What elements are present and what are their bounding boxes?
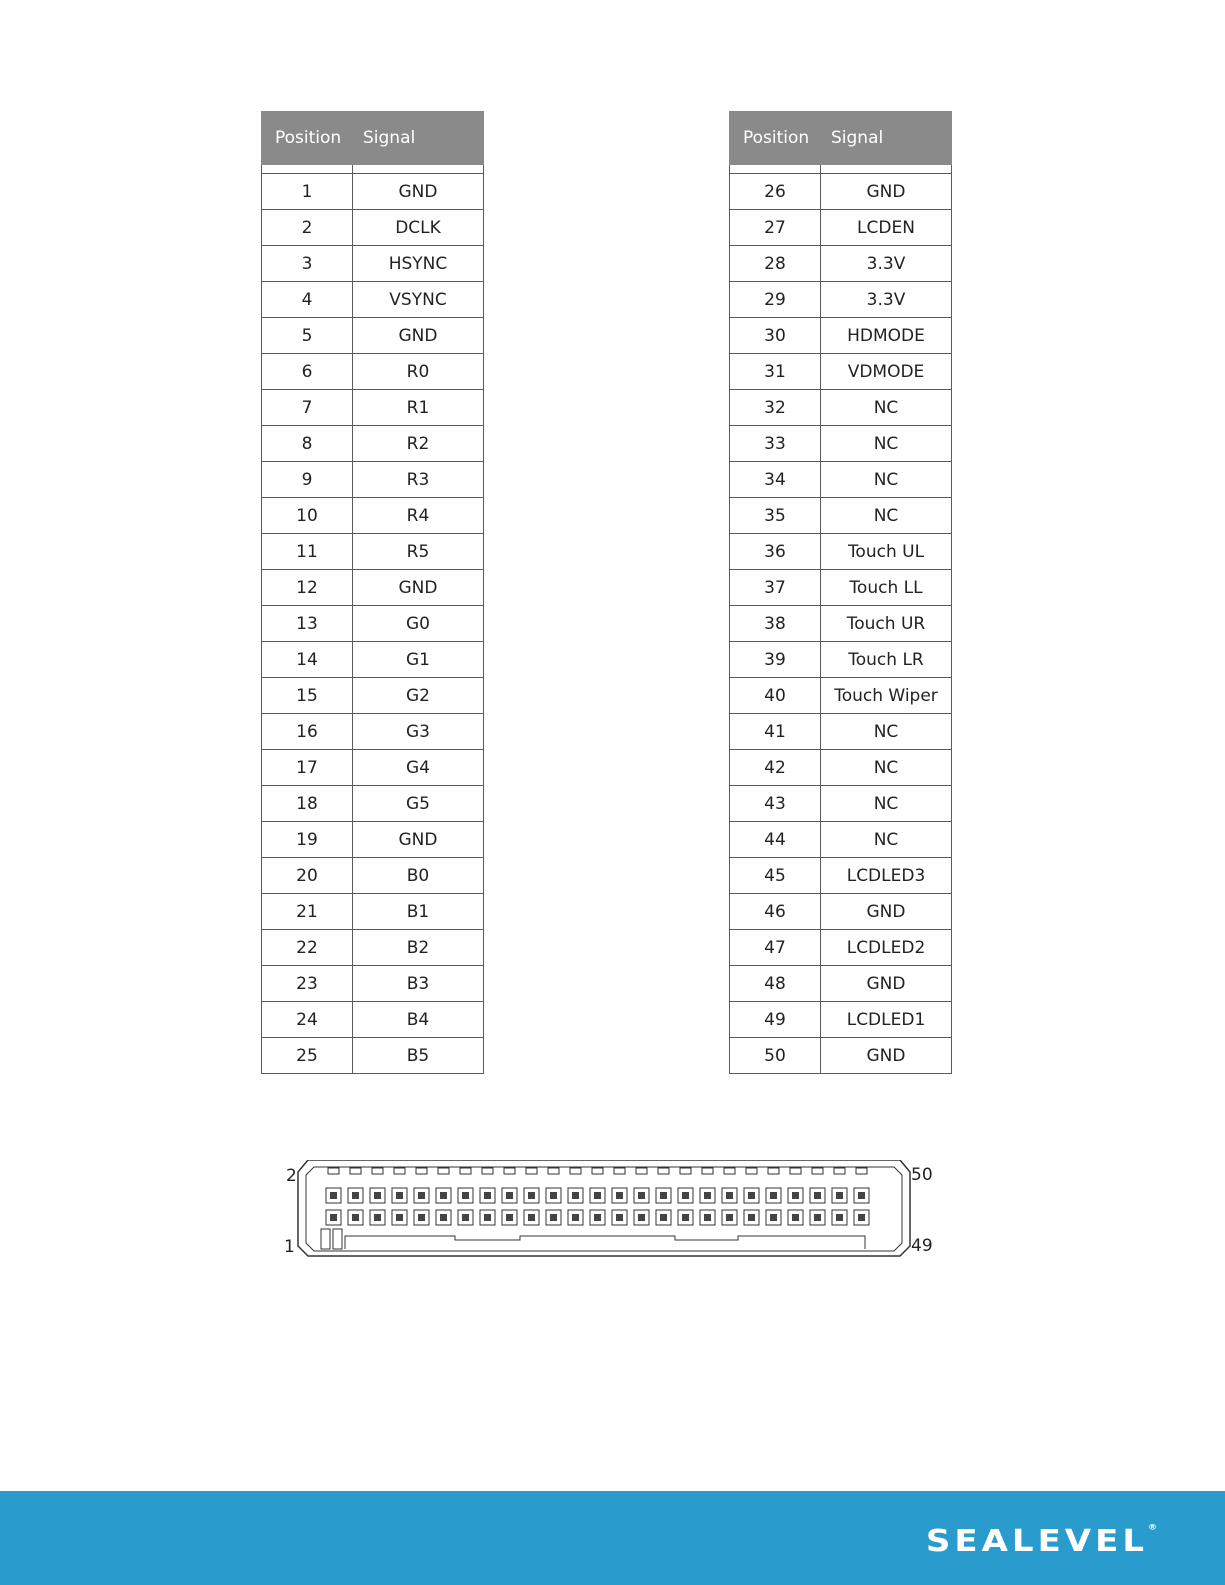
table-row [730,750,952,786]
signal-cell: G2 [353,678,484,714]
table-row [262,714,484,750]
signal-cell: GND [353,570,484,606]
signal-cell: GND [353,174,484,210]
connector-pin-contact [418,1214,425,1221]
position-cell: 19 [262,822,353,858]
position-cell: 40 [730,678,821,714]
position-cell: 13 [262,606,353,642]
table-row [730,1002,952,1038]
position-cell: 27 [730,210,821,246]
signal-cell: NC [821,750,952,786]
connector-pin-contact [682,1192,689,1199]
connector-pin-contact [528,1192,535,1199]
connector-pin-contact [748,1192,755,1199]
table-row [262,966,484,1002]
connector-pin-contact [352,1192,359,1199]
table-row [262,606,484,642]
position-cell: 5 [262,318,353,354]
signal-cell: GND [821,966,952,1002]
table-row [262,642,484,678]
table-row [730,282,952,318]
connector-pin-contact [726,1214,733,1221]
position-cell: 25 [262,1038,353,1074]
table-row [262,354,484,390]
connector-pin-contact [770,1214,777,1221]
connector-pin-contact [704,1192,711,1199]
connector-pin-contact [484,1214,491,1221]
position-cell: 15 [262,678,353,714]
table-row [730,174,952,210]
position-cell: 16 [262,714,353,750]
signal-cell: 3.3V [821,282,952,318]
signal-cell: NC [821,426,952,462]
table-row [262,750,484,786]
gap-cell [353,165,484,174]
pin-label-50: 50 [911,1165,933,1185]
connector-pin-contact [440,1192,447,1199]
connector-diagram [280,1160,960,1275]
table-row [262,786,484,822]
connector-pin-contact [352,1214,359,1221]
position-cell: 35 [730,498,821,534]
signal-cell: Touch Wiper [821,678,952,714]
signal-cell: R3 [353,462,484,498]
signal-cell: NC [821,822,952,858]
table-row [262,822,484,858]
connector-pin-contact [462,1214,469,1221]
position-cell: 3 [262,246,353,282]
signal-cell: NC [821,498,952,534]
connector-pin-contact [660,1214,667,1221]
table-row [730,570,952,606]
position-cell: 43 [730,786,821,822]
table-row [730,894,952,930]
connector-pin-contact [462,1192,469,1199]
position-cell: 8 [262,426,353,462]
position-cell: 48 [730,966,821,1002]
pin-label-2: 2 [286,1166,297,1186]
table-row [730,426,952,462]
gap-cell [821,165,952,174]
position-cell: 34 [730,462,821,498]
signal-cell: NC [821,462,952,498]
sealevel-logo [926,1523,1157,1559]
connector-pin-contact [770,1192,777,1199]
connector-pin-contact [792,1214,799,1221]
signal-cell: Touch UR [821,606,952,642]
position-header: Position [730,112,821,165]
position-cell: 10 [262,498,353,534]
connector-pin-contact [748,1214,755,1221]
signal-cell: LCDLED2 [821,930,952,966]
position-cell: 28 [730,246,821,282]
connector-pin-contact [616,1214,623,1221]
signal-cell: LCDEN [821,210,952,246]
signal-cell: 3.3V [821,246,952,282]
connector-pin-contact [506,1214,513,1221]
table-row [262,570,484,606]
signal-cell: GND [821,1038,952,1074]
pin-label-1: 1 [284,1237,295,1257]
table-row [730,930,952,966]
gap-cell [730,165,821,174]
position-cell: 41 [730,714,821,750]
signal-cell: G1 [353,642,484,678]
position-cell: 12 [262,570,353,606]
table-row [262,1002,484,1038]
connector-pin-contact [638,1214,645,1221]
pin-label-49: 49 [911,1236,933,1256]
position-cell: 14 [262,642,353,678]
connector-pin-contact [836,1214,843,1221]
connector-pin-contact [858,1214,865,1221]
position-cell: 31 [730,354,821,390]
signal-cell: B0 [353,858,484,894]
table-row [730,858,952,894]
table-row [262,930,484,966]
signal-cell: R2 [353,426,484,462]
position-cell: 36 [730,534,821,570]
connector-pin-contact [638,1192,645,1199]
position-cell: 11 [262,534,353,570]
table-row [730,642,952,678]
signal-cell: B1 [353,894,484,930]
table-row [730,822,952,858]
position-cell: 23 [262,966,353,1002]
connector-pin-contact [374,1192,381,1199]
position-cell: 38 [730,606,821,642]
connector-pin-contact [528,1214,535,1221]
signal-cell: Touch UL [821,534,952,570]
position-cell: 30 [730,318,821,354]
signal-cell: R5 [353,534,484,570]
signal-cell: B2 [353,930,484,966]
table-row [262,462,484,498]
connector-pin-contact [440,1214,447,1221]
table-row [730,246,952,282]
logo-text: SEALEVEL [925,1523,1148,1559]
pinout-table-right [729,111,952,1074]
signal-cell: B5 [353,1038,484,1074]
position-cell: 21 [262,894,353,930]
signal-cell: B3 [353,966,484,1002]
signal-cell: VSYNC [353,282,484,318]
connector-pin-contact [374,1214,381,1221]
position-cell: 17 [262,750,353,786]
table-row [730,678,952,714]
position-cell: 20 [262,858,353,894]
signal-cell: LCDLED3 [821,858,952,894]
signal-cell: GND [821,894,952,930]
position-cell: 18 [262,786,353,822]
connector-pin-contact [726,1192,733,1199]
signal-cell: NC [821,714,952,750]
table-row [262,426,484,462]
signal-header: Signal [821,112,952,165]
position-cell: 49 [730,1002,821,1038]
signal-cell: VDMODE [821,354,952,390]
table-row [262,318,484,354]
connector-pin-contact [550,1214,557,1221]
table-row [262,894,484,930]
position-cell: 50 [730,1038,821,1074]
position-cell: 26 [730,174,821,210]
table-row [730,390,952,426]
signal-cell: NC [821,786,952,822]
table-row [262,1038,484,1074]
signal-cell: GND [821,174,952,210]
position-cell: 6 [262,354,353,390]
position-cell: 45 [730,858,821,894]
signal-header: Signal [353,112,484,165]
table-row [730,606,952,642]
connector-pin-contact [550,1192,557,1199]
signal-cell: HDMODE [821,318,952,354]
signal-cell: R4 [353,498,484,534]
position-cell: 33 [730,426,821,462]
position-cell: 7 [262,390,353,426]
signal-cell: GND [353,318,484,354]
signal-cell: Touch LL [821,570,952,606]
signal-cell: R1 [353,390,484,426]
position-cell: 46 [730,894,821,930]
position-cell: 42 [730,750,821,786]
table-row [730,534,952,570]
table-row [262,498,484,534]
table-row [262,246,484,282]
connector-pin-contact [616,1192,623,1199]
table-row [262,282,484,318]
signal-cell: LCDLED1 [821,1002,952,1038]
table-row [730,1038,952,1074]
connector-pin-contact [330,1192,337,1199]
table-row [730,966,952,1002]
table-row [730,354,952,390]
connector-pin-contact [330,1214,337,1221]
signal-cell: G0 [353,606,484,642]
table-row [262,534,484,570]
header-gap-row [262,165,484,174]
connector-pin-contact [792,1192,799,1199]
position-cell: 2 [262,210,353,246]
table-row [730,786,952,822]
table-row [262,210,484,246]
connector-pin-contact [506,1192,513,1199]
signal-cell: HSYNC [353,246,484,282]
signal-cell: G5 [353,786,484,822]
connector-pin-contact [396,1214,403,1221]
registered-mark: ® [1148,1523,1157,1532]
footer-bar [0,1491,1225,1585]
signal-cell: NC [821,390,952,426]
position-cell: 4 [262,282,353,318]
position-cell: 39 [730,642,821,678]
signal-cell: GND [353,822,484,858]
connector-pin-contact [704,1214,711,1221]
connector-pin-contact [814,1214,821,1221]
table-row [730,210,952,246]
connector-pin-contact [594,1214,601,1221]
table-row [262,858,484,894]
table-row [730,498,952,534]
signal-cell: B4 [353,1002,484,1038]
connector-pin-contact [682,1214,689,1221]
connector-pin-contact [572,1192,579,1199]
position-cell: 9 [262,462,353,498]
connector-pin-contact [660,1192,667,1199]
connector-pin-contact [836,1192,843,1199]
pinout-table-left [261,111,484,1074]
position-cell: 37 [730,570,821,606]
signal-cell: DCLK [353,210,484,246]
signal-cell: G3 [353,714,484,750]
signal-cell: Touch LR [821,642,952,678]
position-cell: 22 [262,930,353,966]
signal-cell: R0 [353,354,484,390]
gap-cell [262,165,353,174]
position-cell: 47 [730,930,821,966]
connector-pin-contact [396,1192,403,1199]
connector-pin-contact [594,1192,601,1199]
position-cell: 24 [262,1002,353,1038]
position-cell: 29 [730,282,821,318]
position-cell: 32 [730,390,821,426]
table-row [262,390,484,426]
connector-pin-contact [418,1192,425,1199]
table-row [730,318,952,354]
connector-pin-contact [484,1192,491,1199]
table-row [730,714,952,750]
connector-pin-contact [572,1214,579,1221]
position-header: Position [262,112,353,165]
header-gap-row [730,165,952,174]
signal-cell: G4 [353,750,484,786]
position-cell: 1 [262,174,353,210]
table-row [262,174,484,210]
connector-pin-contact [858,1192,865,1199]
position-cell: 44 [730,822,821,858]
table-row [730,462,952,498]
connector-pin-contact [814,1192,821,1199]
table-row [262,678,484,714]
